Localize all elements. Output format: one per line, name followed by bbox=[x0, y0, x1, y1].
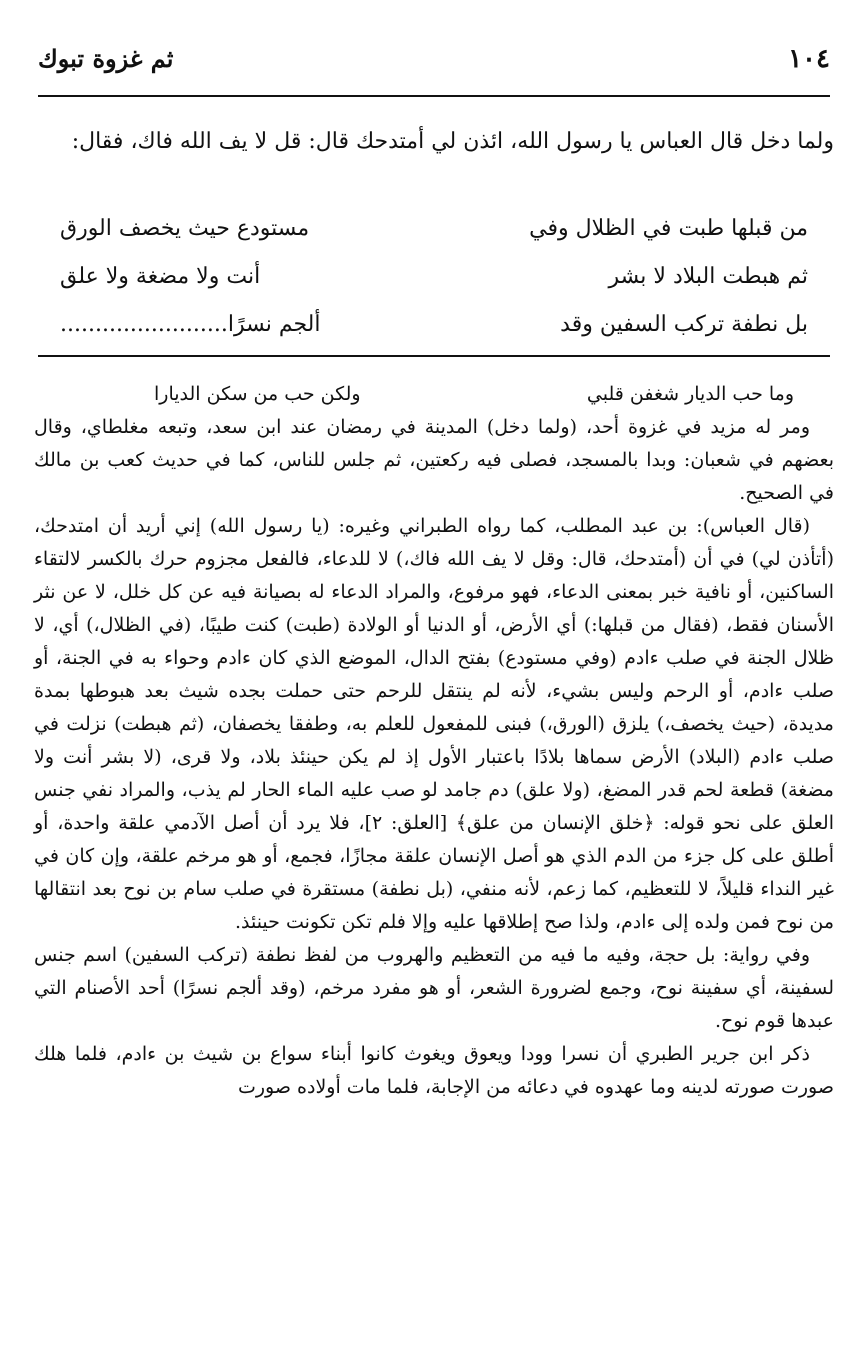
quoted-verse-first: وما حب الديار شغفن قلبي bbox=[586, 383, 794, 405]
poem-block bbox=[60, 205, 808, 349]
poem-verse bbox=[60, 253, 808, 301]
quoted-verse bbox=[34, 378, 834, 411]
matn-intro: ولما دخل قال العباس يا رسول الله، ائذن لي أمتدحك قال: قل لا يف الله فاك، فقال: bbox=[71, 129, 834, 154]
page-number: ١٠٤ bbox=[788, 44, 830, 74]
verse-first-hemistich: ثم هبطت البلاد لا بشر bbox=[608, 264, 808, 289]
commentary-paragraph: وفي رواية: بل حجة، وفيه ما فيه من التعظيم والهروب من لفظ نطفة (تركب السفين) اسم جنس لسفينة، أي سفينة نوح، وجمع لضرورة الشعر، أو هو مفرد مرخم، (وقد ألجم نسرًا) أحد الأصنام التي عبدها قوم نوح. bbox=[34, 944, 834, 1032]
running-title: ثم غزوة تبوك bbox=[38, 44, 174, 73]
commentary-paragraph: ذكر ابن جرير الطبري أن نسرا وودا ويعوق ويغوث كانوا أبناء سواع بن شيث بن ءادم، فلما هلك صورت صورته لدينه وما عهدوه في دعائه من الإجابة، فلما مات أولاده صورت bbox=[34, 1043, 834, 1098]
verse-first-hemistich: من قبلها طبت في الظلال وفي bbox=[529, 216, 808, 241]
section-divider bbox=[38, 355, 830, 357]
commentary-text bbox=[34, 378, 834, 1104]
quoted-verse-second: ولكن حب من سكن الديارا bbox=[154, 383, 361, 405]
commentary-paragraph: ومر له مزيد في غزوة أحد، (ولما دخل) المدينة في رمضان عند ابن سعد، وتبعه مغلطاي، وقال بعضهم في شعبان: وبدا بالمسجد، فصلى فيه ركعتين، ثم جلس للناس، كما في حديث كعب بن مالك في الصحيح. bbox=[34, 416, 834, 504]
verse-second-hemistich: ألجم نسرًا........................ bbox=[60, 312, 321, 337]
poem-verse bbox=[60, 205, 808, 253]
verse-second-hemistich: أنت ولا مضغة ولا علق bbox=[60, 264, 261, 289]
page-header bbox=[38, 44, 830, 92]
commentary-paragraph: (قال العباس): بن عبد المطلب، كما رواه الطبراني وغيره: (يا رسول الله) إني أريد أن امتدحك، (أتأذن لي) في أن (أمتدحك، قال: وقل لا يف الله فاك،) لا للدعاء، فالفعل مجزوم حرك بالكسر لالتقاء الساكنين، أو نافية خبر بمعنى الدعاء، فهو مرفوع، والمراد الدعاء له بصيانة فيه عن كل خلل، لا عن نثر الأسنان فقط، (فقال من قبلها:) أي الأرض، أو الدنيا أو الولادة (طبت) كنت طيبًا، (في الظلال،) أي، لا ظلال الجنة في صلب ءادم (وفي مستودع) بفتح الدال، الموضع الذي كان ءادم وحواء به في الجنة، أو صلب ءادم، أو الرحم وليس بشيء، لأنه لم ينتقل للرحم حتى حملت بجده شيث بعد هبوطها بمدة مديدة، (حيث يخصف،) يلزق (الورق،) فبنى للمفعول للعلم به، وطفقا يخصفان، (ثم هبطت) نزلت في صلب ءادم (البلاد) الأرض سماها بلادًا باعتبار الأول إذ لم يكن حينئذ بلاد، ولا قرى، (لا بشر أنت ولا مضغة) قطعة لحم قدر المضغ، (ولا علق) دم جامد لو صب عليه الماء الحار لم يذب، والمراد نفي جنس العلق على نحو قوله: ﴿خلق الإنسان من علق﴾ [العلق: ٢]، فلا يرد أن أصل الآدمي علقة واحدة، أو أطلق على كل جزء من الدم الذي هو أصل الإنسان علقة مجازًا، فجمع، أو هو مرخم علقة، وإن كان في غير النداء قليلاً، لا للتعظيم، كما زعم، لأنه منفي، (بل نطفة) مستقرة في صلب سام بن نوح بعد انتقالها من نوح فمن ولده إلى ءادم، ولذا صح إطلاقها عليه وإلا فلم تكن تكونت حينئذ. bbox=[34, 515, 834, 933]
main-text bbox=[34, 122, 834, 162]
header-rule bbox=[38, 95, 830, 97]
poem-verse bbox=[60, 301, 808, 349]
verse-second-hemistich: مستودع حيث يخصف الورق bbox=[60, 216, 310, 241]
verse-first-hemistich: بل نطفة تركب السفين وقد bbox=[560, 312, 808, 337]
